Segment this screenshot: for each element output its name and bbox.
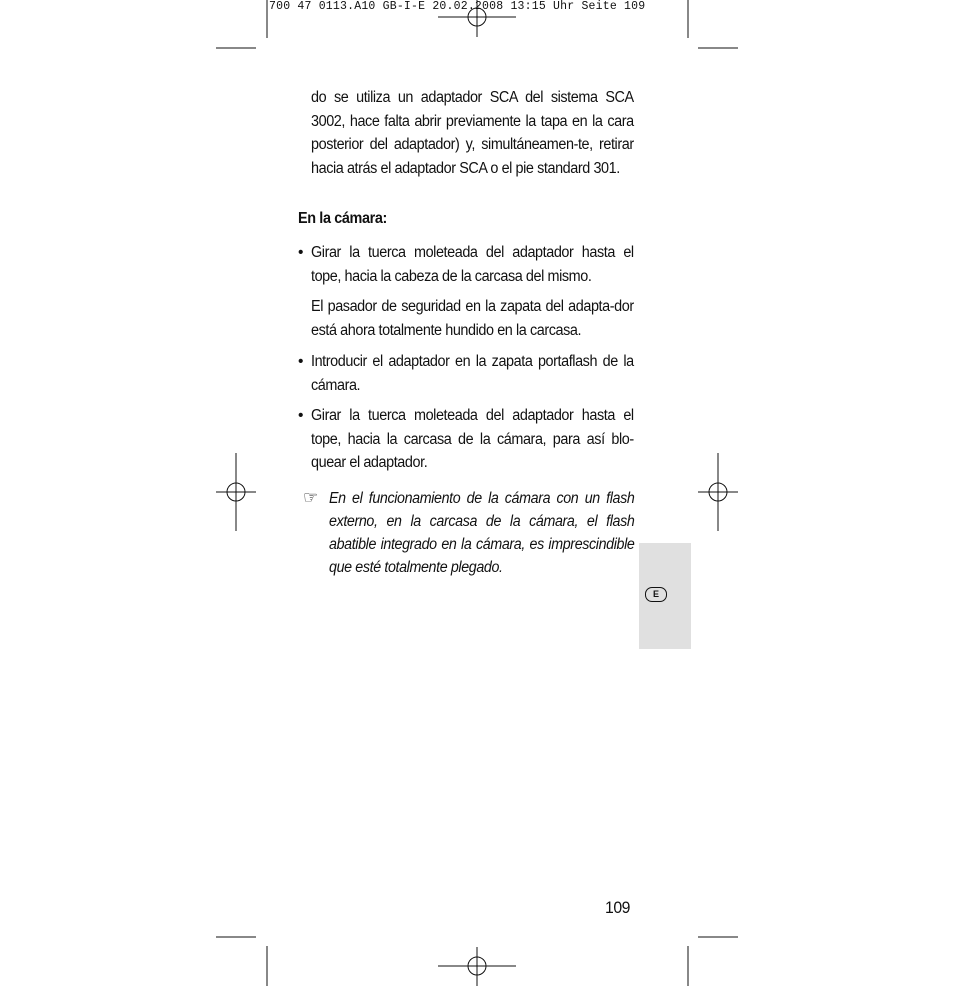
bullet-dot: • <box>298 244 303 261</box>
sub-paragraph: El pasador de seguridad en la zapata del adapta-dor está ahora totalmente hundido en la carcasa. <box>311 298 634 339</box>
bullet-text-3: Girar la tuerca moleteada del adaptador hasta el tope, hacia la carcasa de la cámara, para así blo-quear el adaptador. <box>311 407 634 471</box>
section-heading: En la cámara: <box>298 210 387 227</box>
bullet-text-1: Girar la tuerca moleteada del adaptador hasta el tope, hacia la cabeza de la carcasa del mismo. <box>311 244 634 285</box>
page-number: 109 <box>605 898 630 917</box>
printer-slug: 700 47 0113.A10 GB-I-E 20.02.2008 13:15 Uhr Seite 109 <box>269 0 646 13</box>
bullet-dot: • <box>298 407 303 424</box>
note-paragraph: En el funcionamiento de la cámara con un flash externo, en la carcasa de la cámara, el flash abatible integrado en la cámara, es imprescindible que esté totalmente plegado. <box>329 490 635 576</box>
intro-paragraph: do se utiliza un adaptador SCA del sistema SCA 3002, hace falta abrir previamente la tapa en la cara posterior del adaptador) y, simultáneamen-te, retirar hacia atrás el adaptador SCA o el pie standard 301. <box>311 89 634 177</box>
language-badge: E <box>645 587 667 602</box>
bullet-text-2: Introducir el adaptador en la zapata portaflash de la cámara. <box>311 353 634 394</box>
pointing-hand-icon: ☞ <box>303 488 319 507</box>
bullet-dot: • <box>298 353 303 370</box>
